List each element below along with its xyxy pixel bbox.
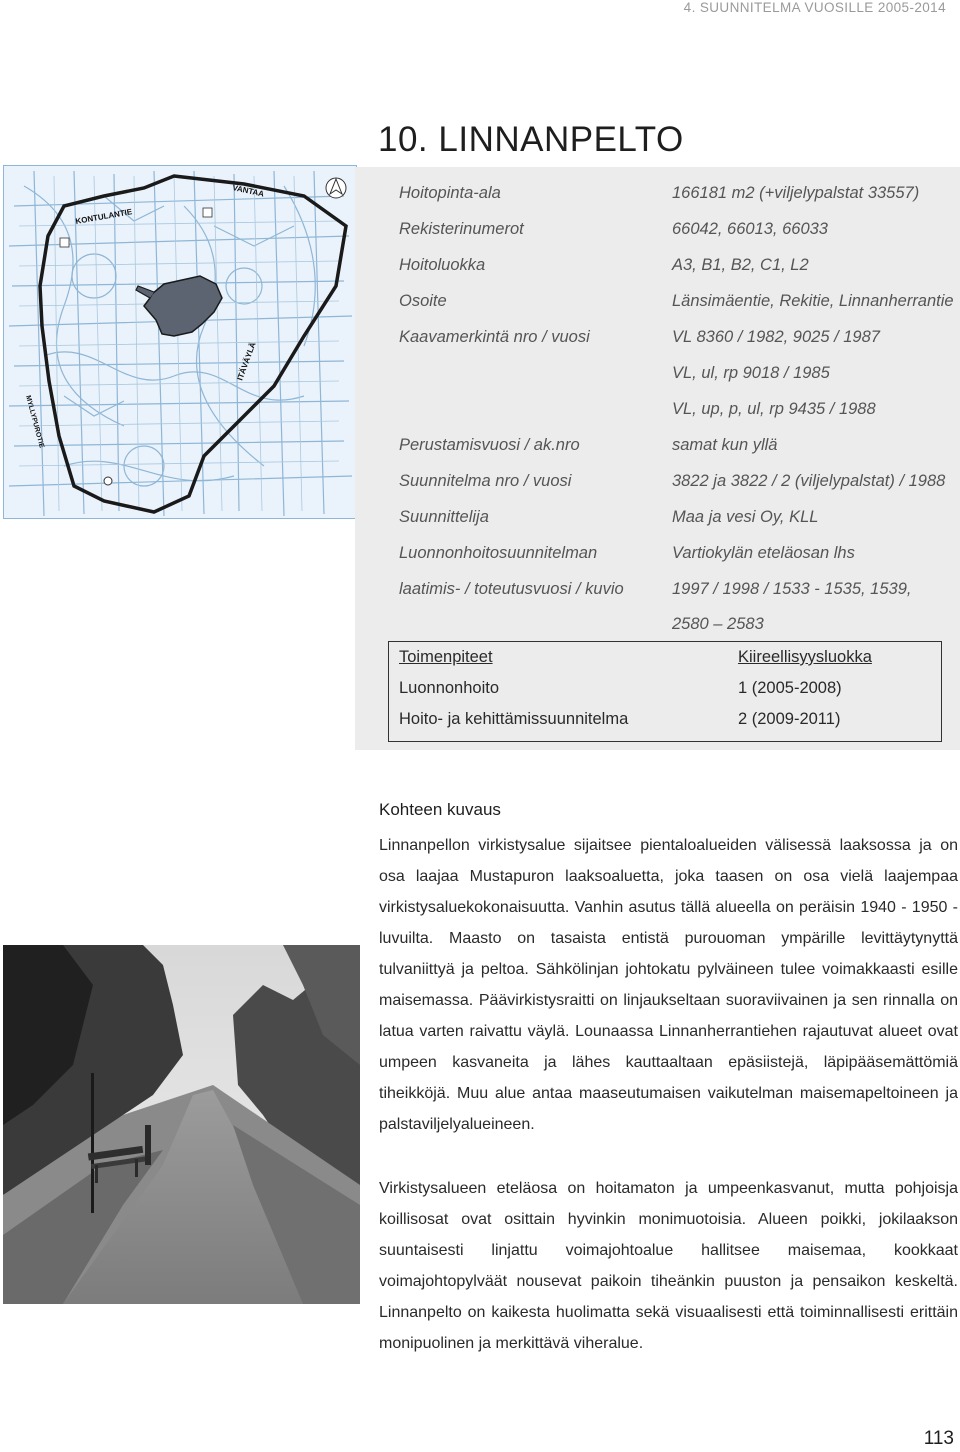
- info-value: 3822 ja 3822 / 2 (viljelypalstat) / 1988: [672, 472, 946, 490]
- info-value: 2580 – 2583: [672, 615, 764, 633]
- site-photo: [3, 945, 360, 1304]
- info-value: samat kun yllä: [672, 436, 778, 454]
- info-value: VL, ul, rp 9018 / 1985: [672, 364, 830, 382]
- info-value: Vartiokylän eteläosan lhs: [672, 544, 855, 562]
- map-label-vantaa: VANTAA: [231, 183, 265, 199]
- page-number: 113: [923, 1428, 954, 1449]
- page-title: 10. LINNANPELTO: [378, 120, 684, 159]
- location-map: [3, 165, 357, 519]
- info-label: Suunnitelma nro / vuosi: [399, 472, 572, 490]
- running-header: 4. SUUNNITELMA VUOSILLE 2005-2014: [683, 0, 946, 15]
- measure-name: Luonnonhoito: [399, 679, 500, 697]
- north-arrow-icon: [326, 178, 346, 198]
- measure-priority: 1 (2005-2008): [738, 679, 842, 697]
- info-value: Länsimäentie, Rekitie, Linnanherrantie: [672, 292, 954, 310]
- info-label: Hoitopinta-ala: [399, 184, 501, 202]
- info-value: A3, B1, B2, C1, L2: [672, 256, 809, 274]
- site-area: [144, 276, 222, 336]
- measures-header-right: Kiireellisyysluokka: [738, 648, 872, 666]
- info-label: laatimis- / toteutusvuosi / kuvio: [399, 580, 624, 598]
- info-label: Hoitoluokka: [399, 256, 486, 274]
- map-label-itavayla: ITÄVÄYLÄ: [235, 341, 258, 382]
- map-label-kontulantie: KONTULANTIE: [74, 207, 133, 226]
- marker-icon: [104, 477, 112, 485]
- info-label: Perustamisvuosi / ak.nro: [399, 436, 580, 454]
- info-value: VL 8360 / 1982, 9025 / 1987: [672, 328, 880, 346]
- info-value: 166181 m2 (+viljelypalstat 33557): [672, 184, 920, 202]
- measure-priority: 2 (2009-2011): [738, 710, 841, 728]
- photo-drawing: [3, 945, 360, 1304]
- info-value: 1997 / 1998 / 1533 - 1535, 1539,: [672, 580, 912, 598]
- measures-header-left: Toimenpiteet: [399, 648, 493, 666]
- map-drawing: [4, 166, 356, 518]
- info-value: VL, up, p, ul, rp 9435 / 1988: [672, 400, 876, 418]
- info-value: Maa ja vesi Oy, KLL: [672, 508, 819, 526]
- info-label: Luonnonhoitosuunnitelman: [399, 544, 598, 562]
- description-paragraph: Linnanpellon virkistysalue sijaitsee pientaloalueiden välisessä laaksossa ja on osa laajaa Mustapuron laaksoaluetta, joka taasen on osa vielä laajempaa virkistysaluekokonaisuutta. Vanhin asutus tällä alueella on peräisin 1940 - 1950 -luvuilta. Maasto on tasaista entistä purouoman ympärille levittäytynyttä tulvaniittyä ja peltoa. Sähkölinjan johtokatu pylväineen tulee voimakkaasti esille maisemassa. Päävirkistysraitti on linjaukseltaan suoraviivainen ja sen rinnalla on latua varten raivattu väylä. Lounaassa Linnanherrantiehen rajautuvat alueet ovat umpeen kasvaneita ja lähes kauttaaltaan epäsiistejä, läpipääsemättömiä tiheikköjä. Muu alue antaa maaseutumaisen vaikutelman maisemapeltoineen ja palstaviljelyalueineen.: [379, 837, 958, 1133]
- section-heading: Kohteen kuvaus: [379, 800, 501, 819]
- measure-name: Hoito- ja kehittämissuunnitelma: [399, 710, 629, 728]
- info-label: Suunnittelija: [399, 508, 489, 526]
- info-value: 66042, 66013, 66033: [672, 220, 828, 238]
- info-label: Kaavamerkintä nro / vuosi: [399, 328, 590, 346]
- info-label: Rekisterinumerot: [399, 220, 524, 238]
- map-label-myllypurontie: MYLLYPUROTIE: [24, 394, 45, 449]
- info-label: Osoite: [399, 292, 447, 310]
- description-paragraph: Virkistysalueen eteläosa on hoitamaton ja umpeenkasvanut, mutta pohjoisja koillisosat ovat osittain hyvinkin monimuotoisia. Alueen poikki, jokilaakson suuntaisesti linjattu voimajohtoalue hallitsee maisemaa, kookkaat voimajohtopylväät nousevat paikoin tiheänkin puuston ja pensaikon keskeltä. Linnanpelto on kaikesta huolimatta sekä visuaalisesti että toiminnallisesti erittäin monipuolinen ja merkittävä viheralue.: [379, 1180, 958, 1352]
